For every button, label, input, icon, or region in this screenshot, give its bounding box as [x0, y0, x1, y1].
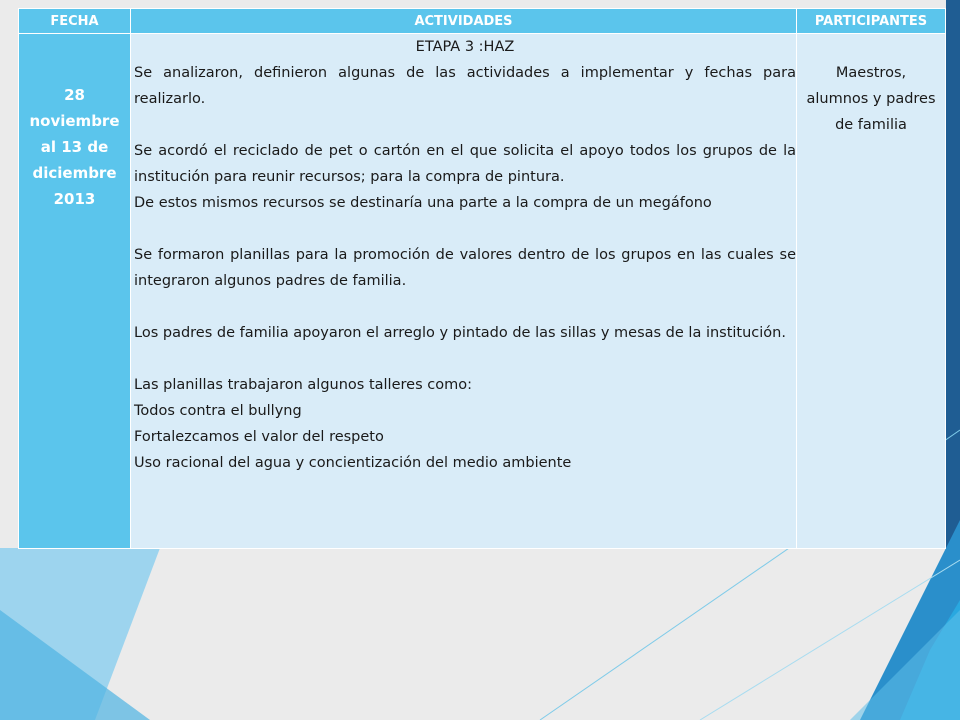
accent-shape-right-navy — [946, 0, 960, 600]
fecha-line: diciembre — [32, 164, 117, 182]
accent-shape-right-light — [850, 610, 960, 720]
fecha-line: 2013 — [53, 190, 96, 208]
spacer — [134, 216, 796, 242]
activity-paragraph: Las planillas trabajaron algunos talleres como: — [134, 377, 472, 393]
actividades-cell — [131, 34, 797, 549]
fecha-line: noviembre — [29, 112, 120, 130]
participantes-line: de familia — [835, 117, 907, 133]
participantes-text — [799, 60, 943, 138]
workshop-item: Todos contra el bullyng — [134, 403, 302, 419]
table-header-row — [19, 9, 946, 34]
participantes-line: Maestros, — [835, 65, 907, 81]
activities-table — [18, 8, 946, 549]
workshop-item: Fortalezcamos el valor del respeto — [134, 429, 384, 445]
participantes-line: alumnos y padres — [806, 91, 936, 107]
etapa-title: ETAPA 3 :HAZ — [415, 39, 515, 55]
activity-paragraph: Se acordó el reciclado de pet o cartón en el que solicita el apoyo todos los grupos de la institución para reunir recursos; para la compra de pintura. — [134, 143, 796, 185]
fecha-cell — [19, 34, 131, 549]
spacer — [134, 112, 796, 138]
fecha-line: 28 — [64, 86, 85, 104]
fecha-text — [21, 82, 128, 212]
header-actividades: ACTIVIDADES — [131, 9, 797, 34]
activity-paragraph: Los padres de familia apoyaron el arreglo y pintado de las sillas y mesas de la institución. — [134, 325, 786, 341]
table-row — [19, 34, 946, 549]
activity-paragraph: Se analizaron, definieron algunas de las actividades a implementar y fechas para realizarlo. — [134, 65, 796, 107]
spacer — [134, 346, 796, 372]
participantes-cell — [797, 34, 946, 549]
header-participantes: PARTICIPANTES — [797, 9, 946, 34]
spacer — [134, 294, 796, 320]
header-fecha: FECHA — [19, 9, 131, 34]
workshop-item: Uso racional del agua y concientización del medio ambiente — [134, 455, 572, 471]
activity-paragraph: Se formaron planillas para la promoción de valores dentro de los grupos en las cuales se integraron algunos padres de familia. — [134, 247, 796, 289]
activity-paragraph: De estos mismos recursos se destinaría una parte a la compra de un megáfono — [134, 195, 712, 211]
fecha-line: al 13 de — [40, 138, 109, 156]
